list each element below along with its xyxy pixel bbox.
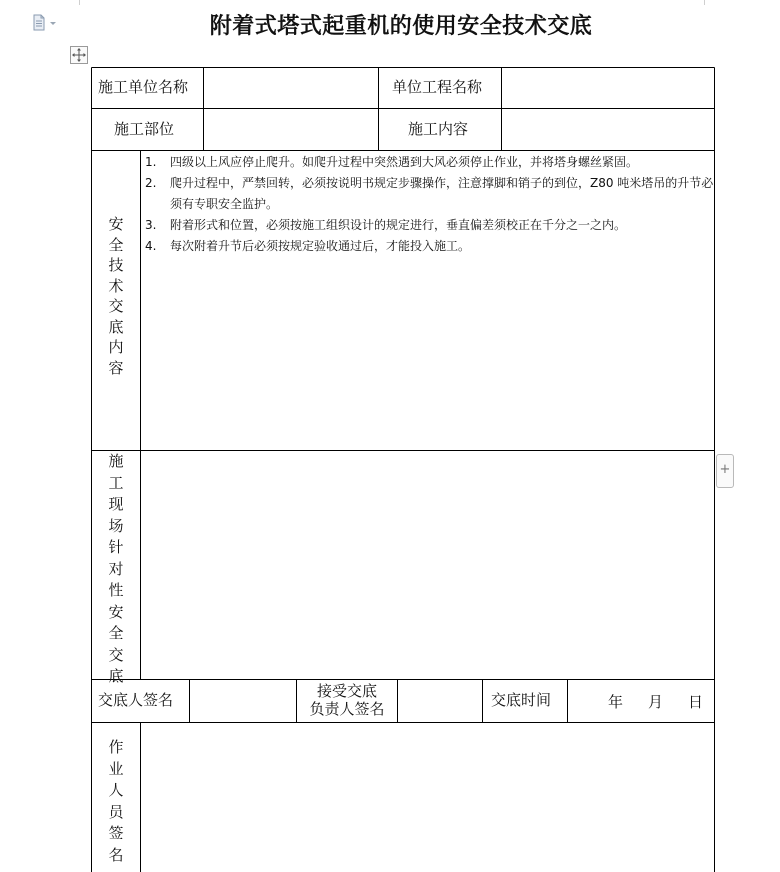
list-item: 1. 四级以上风应停止爬升。如爬升过程中突然遇到大风必须停止作业，并将塔身螺丝紧固。 bbox=[145, 155, 639, 169]
receiver-signature-label: 接受交底 负责人签名 bbox=[309, 682, 385, 718]
date-month-label: 月 bbox=[648, 693, 664, 711]
list-item: 2. 爬升过程中，严禁回转，必须按说明书规定步骤操作，注意撑脚和销子的到位，Z80 吨米塔吊的升节必须有专职安全监护。 bbox=[145, 176, 714, 211]
list-item: 4. 每次附着升节后必须按规定验收通过后，才能投入施工。 bbox=[145, 239, 471, 253]
project-name-label: 单位工程名称 bbox=[392, 78, 483, 96]
site-specific-label: 施工现场针对性安全交底 bbox=[108, 452, 124, 685]
date-day-label: 日 bbox=[688, 693, 704, 711]
unit-name-label: 施工单位名称 bbox=[98, 78, 189, 96]
briefing-time-label: 交底时间 bbox=[491, 691, 552, 709]
safety-content-label: 安全技术交底内容 bbox=[108, 215, 124, 377]
receiver-signature-field[interactable] bbox=[401, 691, 479, 709]
construction-section-label: 施工部位 bbox=[114, 120, 175, 138]
plus-icon: + bbox=[719, 462, 731, 477]
briefer-signature-label: 交底人签名 bbox=[98, 691, 174, 709]
list-item: 3. 附着形式和位置，必须按施工组织设计的规定进行，垂直偏差须校正在千分之一之内。 bbox=[145, 218, 627, 232]
document-title: 附着式塔式起重机的使用安全技术交底 bbox=[209, 13, 593, 39]
briefer-signature-field[interactable] bbox=[193, 691, 293, 709]
safety-content-list[interactable] bbox=[145, 152, 715, 257]
construction-content-label: 施工内容 bbox=[408, 120, 469, 138]
worker-signatures-label: 作业人员签名 bbox=[108, 738, 124, 864]
date-year-label: 年 bbox=[608, 693, 624, 711]
